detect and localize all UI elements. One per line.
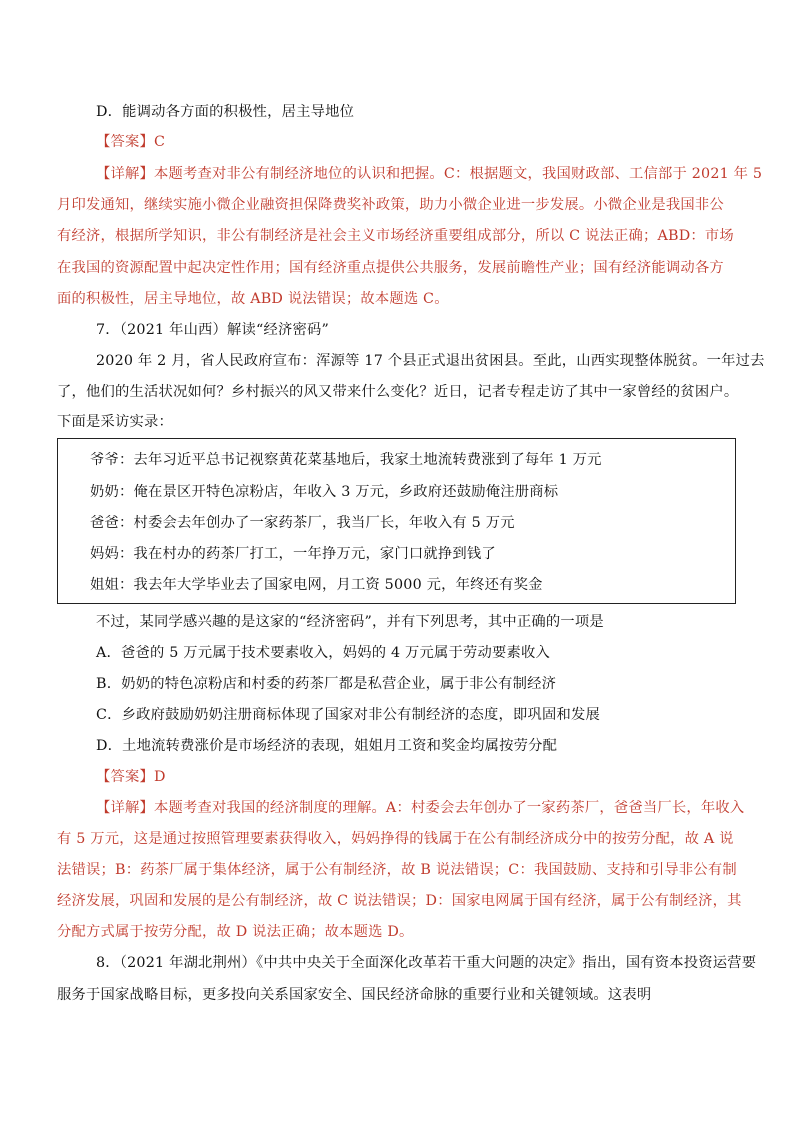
q7-detail-line: 法错误；B：药茶厂属于集体经济，属于公有制经济，故 B 说法错误；C：我国鼓励、支持和引导非公有制 [57, 862, 737, 878]
q7-detail-line: 分配方式属于按劳分配，故 D 说法正确；故本题选 D。 [57, 924, 414, 940]
q6-detail-line: 面的积极性，居主导地位，故 ABD 说法错误；故本题选 C。 [57, 291, 449, 307]
interview-line: 奶奶：俺在景区开特色凉粉店，年收入 3 万元，乡政府还鼓励俺注册商标 [90, 484, 559, 500]
q7-intro-line: 2020 年 2 月，省人民政府宣布：浑源等 17 个县正式退出贫困县。至此，山西实现整体脱贫。一年过去 [96, 353, 765, 369]
interview-line: 姐姐：我去年大学毕业去了国家电网，月工资 5000 元，年终还有奖金 [90, 577, 543, 593]
q6-detail-line: 在我国的资源配置中起决定性作用；国有经济重点提供公共服务，发展前瞻性产业；国有经济能调动各方 [57, 260, 724, 276]
q7-option-c: C．乡政府鼓励奶奶注册商标体现了国家对非公有制经济的态度，即巩固和发展 [96, 707, 601, 723]
q6-option-d: D．能调动各方面的积极性，居主导地位 [96, 104, 355, 120]
q7-question: 不过，某同学感兴趣的是这家的“经济密码”，并有下列思考，其中正确的一项是 [96, 614, 604, 630]
q7-detail-line: 【详解】本题考查对我国的经济制度的理解。A：村委会去年创办了一家药茶厂，爸爸当厂长，年收入 [96, 800, 745, 816]
interview-line: 爷爷：去年习近平总书记视察黄花菜基地后，我家土地流转费涨到了每年 1 万元 [90, 452, 602, 468]
q7-heading: 7．（2021 年山西）解读“经济密码” [96, 322, 330, 338]
q7-option-a: A．爸爸的 5 万元属于技术要素收入，妈妈的 4 万元属于劳动要素收入 [96, 645, 551, 661]
q7-detail-line: 经济发展，巩固和发展的是公有制经济，故 C 说法错误；D：国家电网属于国有经济，属于公有制经济，其 [57, 893, 742, 909]
q7-answer: 【答案】D [96, 769, 166, 785]
q7-detail-line: 有 5 万元，这是通过按照管理要素获得收入，妈妈挣得的钱属于在公有制经济成分中的按劳分配，故 A 说 [57, 831, 734, 847]
q6-answer: 【答案】C [96, 134, 166, 150]
interview-line: 爸爸：村委会去年创办了一家药茶厂，我当厂长，年收入有 5 万元 [90, 515, 515, 531]
q7-intro-line: 下面是采访实录： [57, 414, 173, 430]
q7-intro-line: 了，他们的生活状况如何？乡村振兴的风又带来什么变化？近日，记者专程走访了其中一家曾经的贫困户。 [57, 384, 739, 400]
q7-option-d: D．土地流转费涨价是市场经济的表现，姐姐月工资和奖金均属按劳分配 [96, 738, 558, 754]
q7-option-b: B．奶奶的特色凉粉店和村委的药茶厂都是私营企业，属于非公有制经济 [96, 676, 557, 692]
q6-detail-line: 有经济，根据所学知识，非公有制经济是社会主义市场经济重要组成部分，所以 C 说法正确；ABD：市场 [57, 228, 734, 244]
interview-line: 妈妈：我在村办的药茶厂打工，一年挣万元，家门口就挣到钱了 [90, 546, 496, 562]
q8-line: 服务于国家战略目标，更多投向关系国家安全、国民经济命脉的重要行业和关键领域。这表明 [57, 987, 652, 1003]
q6-detail-line: 【详解】本题考查对非公有制经济地位的认识和把握。C：根据题文，我国财政部、工信部于 2021 年 5 [96, 166, 763, 182]
q6-detail-line: 月印发通知，继续实施小微企业融资担保降费奖补政策，助力小微企业进一步发展。小微企业是我国非公 [57, 197, 724, 213]
q8-line: 8．（2021 年湖北荆州）《中共中央关于全面深化改革若干重大问题的决定》指出，国有资本投资运营要 [96, 955, 757, 971]
